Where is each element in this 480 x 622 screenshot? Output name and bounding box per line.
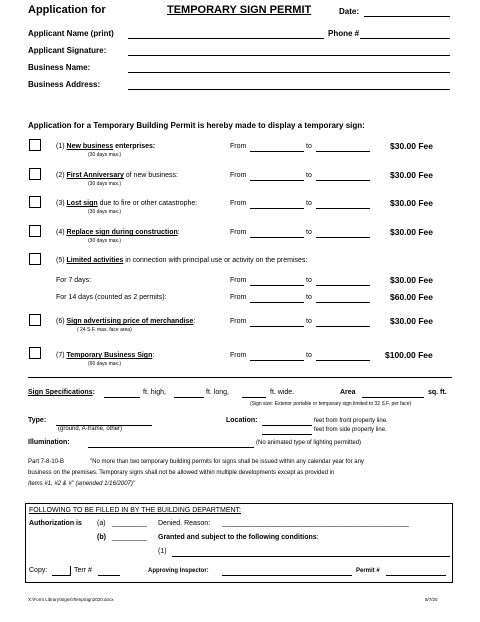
option-6-fee: $30.00 Fee xyxy=(390,316,434,326)
option-4-fee: $30.00 Fee xyxy=(390,227,434,237)
from-label: From xyxy=(230,143,247,150)
option-6-from-field[interactable] xyxy=(250,326,304,327)
option-1-from-field[interactable] xyxy=(250,151,304,152)
loc-side-label: feet from side property line. xyxy=(314,427,387,433)
intro-text: Application for a Temporary Building Permit is hereby made to display a temporary sign: xyxy=(28,121,365,130)
option-a-label: (a) xyxy=(97,520,106,527)
condition-1-field[interactable] xyxy=(172,556,450,557)
ft-wide-label: ft. wide. xyxy=(270,389,295,396)
sqft-label: sq. ft. xyxy=(428,389,447,396)
option-3-sub: (30 days max.) xyxy=(88,209,122,215)
side-distance-field[interactable] xyxy=(262,434,312,435)
applicant-name-field[interactable] xyxy=(128,38,324,39)
part-ref: Part 7-8-10-B xyxy=(28,459,65,465)
loc-front-label: feet from front property line. xyxy=(314,418,388,424)
option-5-row-1-to-field[interactable] xyxy=(316,285,370,286)
from-label: From xyxy=(230,229,247,236)
from-label: From xyxy=(230,294,247,301)
part-line-1: "No more than two temporary building permits for signs shall be issued within any calendar year for any xyxy=(90,459,364,465)
from-label: From xyxy=(230,352,247,359)
phone-label: Phone # xyxy=(328,29,360,38)
type-note: (ground, A-frame, other) xyxy=(58,426,123,432)
to-label: to xyxy=(306,172,312,179)
applicant-name-label: Applicant Name (print) xyxy=(28,29,114,38)
phone-field[interactable] xyxy=(360,38,450,39)
option-3-to-field[interactable] xyxy=(316,208,370,209)
front-distance-field[interactable] xyxy=(262,425,312,426)
footer-date: 8/7/20 xyxy=(425,597,438,602)
business-address-field[interactable] xyxy=(128,89,450,90)
option-3-fee: $30.00 Fee xyxy=(390,198,434,208)
to-label: to xyxy=(306,143,312,150)
option-6-label: (6) Sign advertising price of merchandise: xyxy=(56,318,196,325)
copy-label: Copy: xyxy=(29,567,48,574)
from-label: From xyxy=(230,277,247,284)
terr-label: Terr # xyxy=(74,567,92,574)
option-5-row-2-label: For 14 days (counted as 2 permits): xyxy=(56,294,167,301)
option-4-to-field[interactable] xyxy=(316,237,370,238)
denied-reason-field[interactable]: ________________________________________________ xyxy=(222,520,409,527)
option-6-to-field[interactable] xyxy=(316,326,370,327)
office-use-heading: FOLLOWING TO BE FILLED IN BY THE BUILDING DEPARTMENT: xyxy=(29,507,241,514)
option-2-checkbox[interactable] xyxy=(29,168,41,180)
option-3-from-field[interactable] xyxy=(250,208,304,209)
denied-reason-label: Denied. Reason: xyxy=(158,520,211,527)
option-6-checkbox[interactable] xyxy=(29,314,41,326)
from-label: From xyxy=(230,172,247,179)
option-4-sub: (30 days max.) xyxy=(88,238,122,244)
option-b-label: (b) xyxy=(97,534,106,541)
to-label: to xyxy=(306,294,312,301)
option-5-row-1-from-field[interactable] xyxy=(250,285,304,286)
copy-field[interactable] xyxy=(52,575,70,576)
option-2-sub: (30 days max.) xyxy=(88,181,122,187)
ft-high-label: ft. high, xyxy=(143,389,166,396)
to-label: to xyxy=(306,229,312,236)
permit-number-label: Permit # xyxy=(356,568,380,574)
approving-inspector-label: Approving Inspector: xyxy=(148,568,209,574)
option-2-label: (2) First Anniversary of new business: xyxy=(56,172,178,179)
size-note: (Sign size: Exterior portable or temporary sign limited to 32 S.F. per face) xyxy=(250,401,412,407)
part-line-2: business on the premises. Temporary signs shall not be allowed within multiple developments except as provided in xyxy=(28,470,335,476)
option-7-fee: $100.00 Fee xyxy=(385,350,433,360)
page-title: TEMPORARY SIGN PERMIT xyxy=(167,4,312,16)
to-label: to xyxy=(306,200,312,207)
authorization-label: Authorization is xyxy=(29,520,82,527)
option-7-sub: (90 days max.) xyxy=(88,361,122,367)
copy-terr-divider xyxy=(70,566,71,576)
illumination-label: Illumination: xyxy=(28,439,70,446)
option-4-label: (4) Replace sign during construction: xyxy=(56,229,180,236)
business-name-field[interactable] xyxy=(128,72,450,73)
option-1-checkbox[interactable] xyxy=(29,139,41,151)
part-line-3: Items #1, #2 & #" (amended 1/16/2007)" xyxy=(28,481,135,487)
granted-label: Granted and subject to the following conditions: xyxy=(158,534,319,541)
to-label: to xyxy=(306,277,312,284)
option-4-checkbox[interactable] xyxy=(29,225,41,237)
length-field[interactable] xyxy=(174,397,204,398)
option-5-row-2-to-field[interactable] xyxy=(316,302,370,303)
option-5-checkbox[interactable] xyxy=(29,253,41,265)
sign-specs-label: Sign Specifications: xyxy=(28,389,95,396)
option-5-row-1-fee: $30.00 Fee xyxy=(390,275,434,285)
illumination-note: (No animated type of lighting permitted) xyxy=(256,440,362,446)
section-divider xyxy=(28,377,452,378)
option-3-label: (3) Lost sign due to fire or other catastrophe: xyxy=(56,200,198,207)
height-field[interactable] xyxy=(104,397,140,398)
ft-long-label: ft. long, xyxy=(206,389,229,396)
granted-blank[interactable]: _________ xyxy=(112,534,148,541)
illumination-field[interactable] xyxy=(88,447,254,448)
option-1-fee: $30.00 Fee xyxy=(390,141,434,151)
date-label: Date: xyxy=(339,7,360,16)
option-2-fee: $30.00 Fee xyxy=(390,170,434,180)
option-2-from-field[interactable] xyxy=(250,180,304,181)
applicant-signature-label: Applicant Signature: xyxy=(28,46,107,55)
option-7-from-field[interactable] xyxy=(250,360,304,361)
option-4-from-field[interactable] xyxy=(250,237,304,238)
option-1-sub: (30 days max.) xyxy=(88,152,122,158)
area-field[interactable] xyxy=(362,397,424,398)
area-label: Area xyxy=(340,389,356,396)
option-5-row-2-fee: $60.00 Fee xyxy=(390,292,434,302)
from-label: From xyxy=(230,200,247,207)
terr-field[interactable] xyxy=(98,575,120,576)
option-6-sub: ( 24 S.F. max. face area) xyxy=(77,327,132,333)
date-field[interactable] xyxy=(364,16,450,17)
permit-number-field[interactable] xyxy=(386,575,446,576)
option-5-row-1-label: For 7 days: xyxy=(56,277,92,284)
location-label: Location: xyxy=(226,417,258,424)
option-7-label: (7) Temporary Business Sign: xyxy=(56,352,155,359)
option-7-checkbox[interactable] xyxy=(29,347,41,359)
option-5-row-2-from-field[interactable] xyxy=(250,302,304,303)
condition-1-label: (1) xyxy=(158,548,167,555)
to-label: to xyxy=(306,352,312,359)
applicant-signature-field[interactable] xyxy=(128,55,450,56)
business-address-label: Business Address: xyxy=(28,80,101,89)
from-label: From xyxy=(230,318,247,325)
approving-inspector-field[interactable] xyxy=(222,575,352,576)
width-field[interactable] xyxy=(242,397,266,398)
option-7-to-field[interactable] xyxy=(316,360,370,361)
option-5-label: (5) Limited activities in connection with principal use or activity on the premises: xyxy=(56,257,308,264)
header-application-for: Application for xyxy=(28,4,106,16)
option-1-label: (1) New business enterprises: xyxy=(56,143,156,150)
business-name-label: Business Name: xyxy=(28,63,91,72)
to-label: to xyxy=(306,318,312,325)
footer-file-path: X:\Form Library\Signs\TempSign2020.docx xyxy=(28,597,114,602)
option-3-checkbox[interactable] xyxy=(29,196,41,208)
type-label: Type: xyxy=(28,417,47,424)
option-2-to-field[interactable] xyxy=(316,180,370,181)
option-1-to-field[interactable] xyxy=(316,151,370,152)
denied-blank[interactable]: _________ xyxy=(112,520,148,527)
